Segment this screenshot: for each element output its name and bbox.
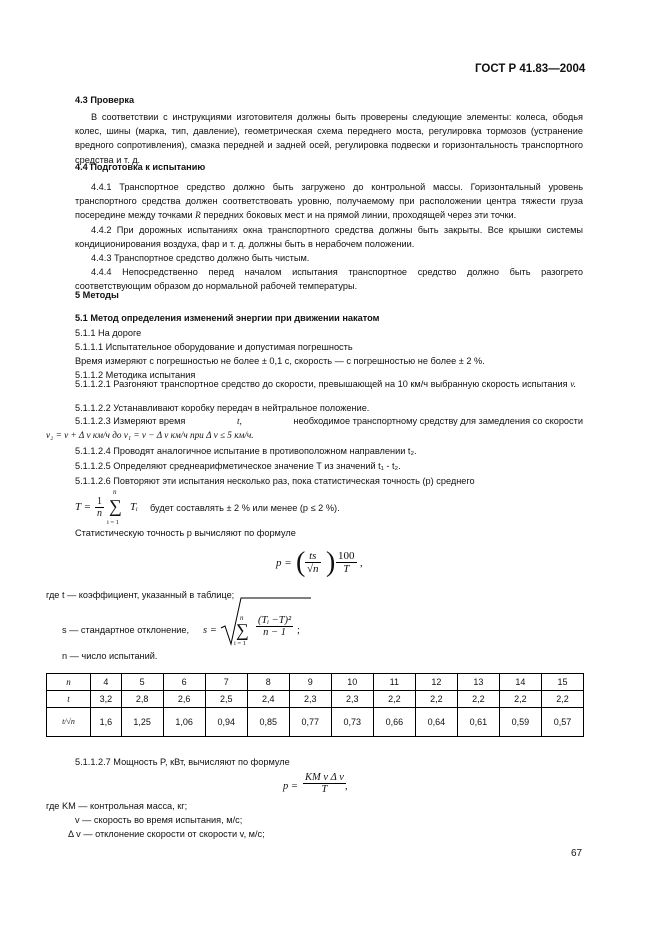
table-cell: 0,73 bbox=[331, 708, 373, 737]
line-precision-formula-intro: Статистическую точность p вычисляют по формуле bbox=[75, 528, 296, 538]
table-cell: 1,06 bbox=[163, 708, 205, 737]
table-row-t-sqrt-n bbox=[47, 708, 584, 737]
table-cell: 0,61 bbox=[457, 708, 499, 737]
line-accuracy: Время измеряют с погрешностью не более ± 0,1 с, скорость — с погрешностью не более ± 2 %. bbox=[75, 356, 485, 366]
line-speed-range: v₂ = v + Δ v км/ч до v₁ = v − Δ v км/ч при Δ v ≤ 5 км/ч. bbox=[46, 430, 254, 440]
table-cell: 6 bbox=[163, 674, 205, 691]
table-cell: 3,2 bbox=[91, 691, 122, 708]
table-cell: 1,25 bbox=[121, 708, 163, 737]
section-4-3-text: В соответствии с инструкциями изготовителя должны быть проверены следующие элементы: колеса, ободья колес, шины (марка, тип, давление), геометрическая схема переднего моста, регулировка тормозов (устранение вредного сопротивления), смазка передней и задней осей, регулировка подвески и горизонтальность транспортного средства и т. д. bbox=[75, 112, 583, 165]
line-5-1-1-1: 5.1.1.1 Испытательное оборудование и допустимая погрешность bbox=[75, 342, 353, 352]
table-cell: 2,3 bbox=[331, 691, 373, 708]
table-cell: 8 bbox=[247, 674, 289, 691]
section-4-4-title: 4.4 Подготовка к испытанию bbox=[75, 162, 206, 172]
table-cell: 2,2 bbox=[499, 691, 541, 708]
para-4-4-3: 4.4.3 Транспортное средство должно быть чистым. bbox=[91, 253, 310, 264]
line-5-1-1-2-2: 5.1.1.2.2 Устанавливают коробку передач в нейтральное положение. bbox=[75, 403, 370, 413]
table-cell: 4 bbox=[91, 674, 122, 691]
table-cell: 0,85 bbox=[247, 708, 289, 737]
table-cell: 0,64 bbox=[415, 708, 457, 737]
formula-mean-T-text: будет составлять ± 2 % или менее (p ≤ 2 %). bbox=[150, 503, 340, 513]
table-cell: 2,6 bbox=[163, 691, 205, 708]
table-cell: 9 bbox=[289, 674, 331, 691]
para-4-4-4: 4.4.4 Непосредственно перед началом испытания транспортное средство должно быть разогрето соответствующим образом до нормальной рабочей температуры. bbox=[75, 267, 583, 292]
table-cell: 15 bbox=[541, 674, 583, 691]
table-cell: 12 bbox=[415, 674, 457, 691]
table-cell: 10 bbox=[331, 674, 373, 691]
table-cell: 11 bbox=[373, 674, 415, 691]
table-cell: 0,57 bbox=[541, 708, 583, 737]
table-cell: 14 bbox=[499, 674, 541, 691]
table-cell: 2,2 bbox=[415, 691, 457, 708]
line-5-1-1-2-6: 5.1.1.2.6 Повторяют эти испытания несколько раз, пока статистическая точность (p) среднего bbox=[75, 476, 475, 486]
table-cell: 2,3 bbox=[289, 691, 331, 708]
page-number: 67 bbox=[571, 848, 583, 859]
para-4-4-2: 4.4.2 При дорожных испытаниях окна транспортного средства должны быть закрыты. Все крышки системы кондиционирования воздуха, фар и т. д. должны быть в нерабочем положении. bbox=[75, 224, 583, 249]
section-5-1-title: 5.1 Метод определения изменений энергии при движении накатом bbox=[75, 313, 380, 323]
row-label: t/√n bbox=[47, 708, 91, 737]
table-cell: 0,66 bbox=[373, 708, 415, 737]
line-where-km: где KM — контрольная масса, кг; bbox=[46, 801, 188, 811]
line-where-v: v — скорость во время испытания, м/с; bbox=[75, 815, 243, 825]
section-4-3-title: 4.3 Проверка bbox=[75, 95, 135, 105]
table-cell: 0,77 bbox=[289, 708, 331, 737]
sum-symbol: ∑ bbox=[109, 496, 122, 516]
table-cell: 0,59 bbox=[499, 708, 541, 737]
row-label: n bbox=[47, 674, 91, 691]
section-5-title: 5 Методы bbox=[75, 290, 119, 300]
table-cell: 1,6 bbox=[91, 708, 122, 737]
coefficient-table bbox=[46, 673, 584, 737]
line-5-1-1-2-5: 5.1.1.2.5 Определяют среднеарифметическое значение T из значений t₁ - t₂. bbox=[75, 461, 401, 471]
table-cell: 0,94 bbox=[205, 708, 247, 737]
table-cell: 2,4 bbox=[247, 691, 289, 708]
sum-symbol: ∑ bbox=[236, 620, 249, 640]
table-row-n bbox=[47, 674, 584, 691]
line-5-1-1-2-3: 5.1.1.2.3 Измеряют время t, необходимое транспортному средству для замедления со скорости bbox=[75, 416, 583, 426]
table-cell: 7 bbox=[205, 674, 247, 691]
table-cell: 5 bbox=[121, 674, 163, 691]
para-4-4-1: 4.4.1 Транспортное средство должно быть загружено до контрольной массы. Горизонтальный уровень транспортного средства должен соответствовать уровню, получаемому при расположении центра тяжести груза посередине между точками R передних боковых мест и на прямой линии, проходящей через эти точки. bbox=[75, 182, 583, 221]
line-5-1-1-2-4: 5.1.1.2.4 Проводят аналогичное испытание в противоположном направлении t₂. bbox=[75, 446, 417, 456]
line-n-tests: n — число испытаний. bbox=[62, 651, 158, 661]
table-cell: 13 bbox=[457, 674, 499, 691]
table-cell: 2,2 bbox=[541, 691, 583, 708]
table-row-t bbox=[47, 691, 584, 708]
line-t-coefficient: где t — коэффициент, указанный в таблице; bbox=[46, 590, 235, 600]
table-cell: 2,2 bbox=[457, 691, 499, 708]
document-code: ГОСТ Р 41.83—2004 bbox=[475, 63, 586, 75]
line-where-dv: Δ v — отклонение скорости от скорости v, м/с; bbox=[68, 829, 265, 839]
para-5-1-1-2-1: 5.1.1.2.1 Разгоняют транспортное средство до скорости, превышающей на 10 км/ч выбранную скорость испытания v. bbox=[75, 379, 576, 389]
table-cell: 2,5 bbox=[205, 691, 247, 708]
line-5-1-1-2: 5.1.1.2 Методика испытания bbox=[75, 370, 196, 380]
line-std-dev-label: s — стандартное отклонение, bbox=[62, 625, 190, 635]
row-label: t bbox=[47, 691, 91, 708]
section-4-4-text bbox=[75, 180, 583, 294]
line-5-1-1-2-7: 5.1.1.2.7 Мощность P, кВт, вычисляют по формуле bbox=[75, 757, 290, 767]
table-cell: 2,2 bbox=[373, 691, 415, 708]
line-5-1-1: 5.1.1 На дороге bbox=[75, 328, 142, 338]
table-cell: 2,8 bbox=[121, 691, 163, 708]
